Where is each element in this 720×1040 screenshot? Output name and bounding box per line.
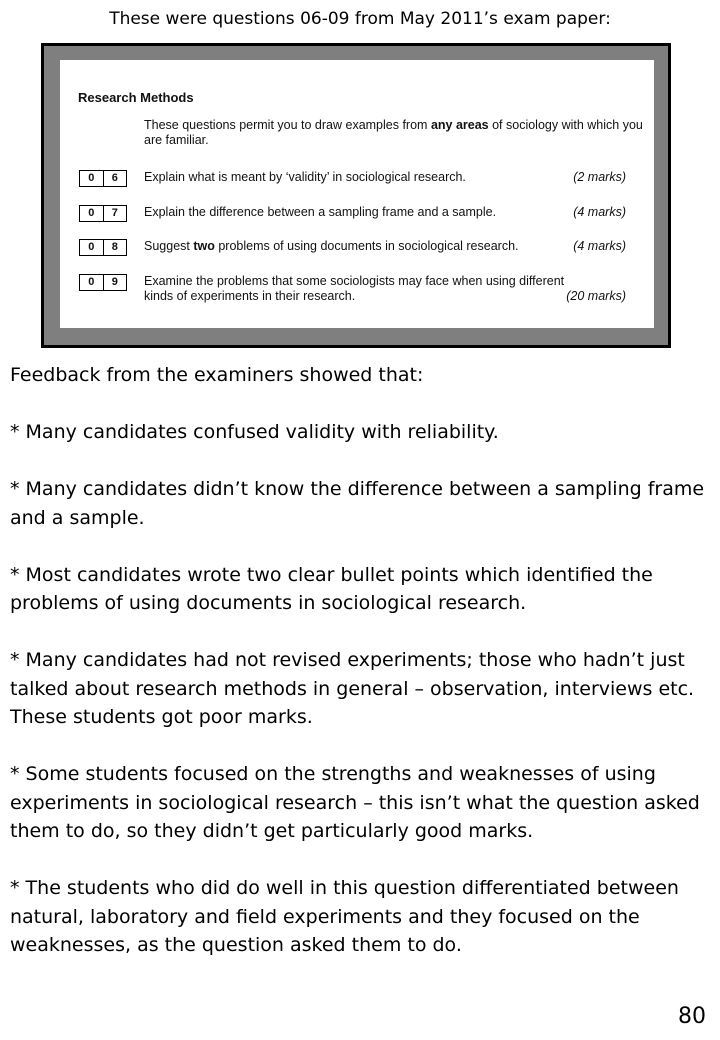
question-09 [60, 274, 654, 306]
question-digit: 0 [80, 240, 104, 255]
question-08 [60, 239, 654, 271]
question-number-box [79, 170, 127, 187]
instructions-text-1: These questions permit you to draw examples from [144, 118, 431, 132]
feedback-section [10, 361, 715, 988]
question-marks: (20 marks) [566, 289, 626, 303]
question-marks: (4 marks) [573, 239, 626, 253]
question-text: Explain what is meant by ‘validity’ in sociological research. [144, 170, 466, 184]
exam-excerpt-frame [41, 43, 671, 348]
question-digit: 9 [111, 276, 118, 288]
question-digit: 7 [111, 207, 118, 219]
feedback-point: * Many candidates had not revised experiments; those who hadn’t just talked about research methods in general – observation, interviews etc. These students got poor marks. [10, 649, 695, 728]
question-marks: (2 marks) [573, 170, 626, 184]
question-text: Examine the problems that some sociologists may face when using different kinds of experiments in their research. [144, 274, 565, 303]
question-number-box [79, 239, 127, 256]
instructions-text-2: of sociology with which you are familiar. [144, 118, 643, 147]
question-digit: 6 [111, 172, 118, 184]
question-06 [60, 170, 654, 202]
question-digit: 0 [80, 206, 104, 221]
instructions [144, 118, 644, 148]
question-text: Explain the difference between a sampling frame and a sample. [144, 205, 497, 219]
question-text-part: problems of using documents in sociological research. [214, 239, 519, 253]
question-number-box [79, 205, 127, 222]
intro-caption: These were questions 06-09 from May 2011’s exam paper: [109, 9, 611, 29]
exam-paper-excerpt [60, 60, 654, 328]
instructions-bold: any areas [430, 118, 489, 132]
question-marks: (4 marks) [573, 205, 626, 219]
question-digit: 0 [80, 171, 104, 186]
feedback-point: * Many candidates didn’t know the difference between a sampling frame and a sample. [10, 478, 705, 529]
question-text [144, 239, 574, 254]
question-digit: 0 [80, 275, 104, 290]
section-title: Research Methods [78, 90, 194, 105]
feedback-heading: Feedback from the examiners showed that: [10, 364, 424, 386]
feedback-point: * Many candidates confused validity with reliability. [10, 421, 499, 443]
question-text-part: Suggest [144, 239, 194, 253]
feedback-point: * Most candidates wrote two clear bullet points which identified the problems of using documents in sociological research. [10, 563, 653, 614]
question-number-box [79, 274, 127, 291]
question-text-bold: two [193, 239, 215, 253]
page-number: 80 [678, 1004, 706, 1029]
question-digit: 8 [111, 241, 118, 253]
feedback-point: * Some students focused on the strengths and weaknesses of using experiments in sociological research – this isn’t what the question asked them to do, so they didn’t get particularly good marks. [10, 763, 700, 842]
feedback-point: * The students who did do well in this question differentiated between natural, laboratory and field experiments and they focused on the weaknesses, as the question asked them to do. [10, 877, 679, 956]
question-07 [60, 205, 654, 237]
